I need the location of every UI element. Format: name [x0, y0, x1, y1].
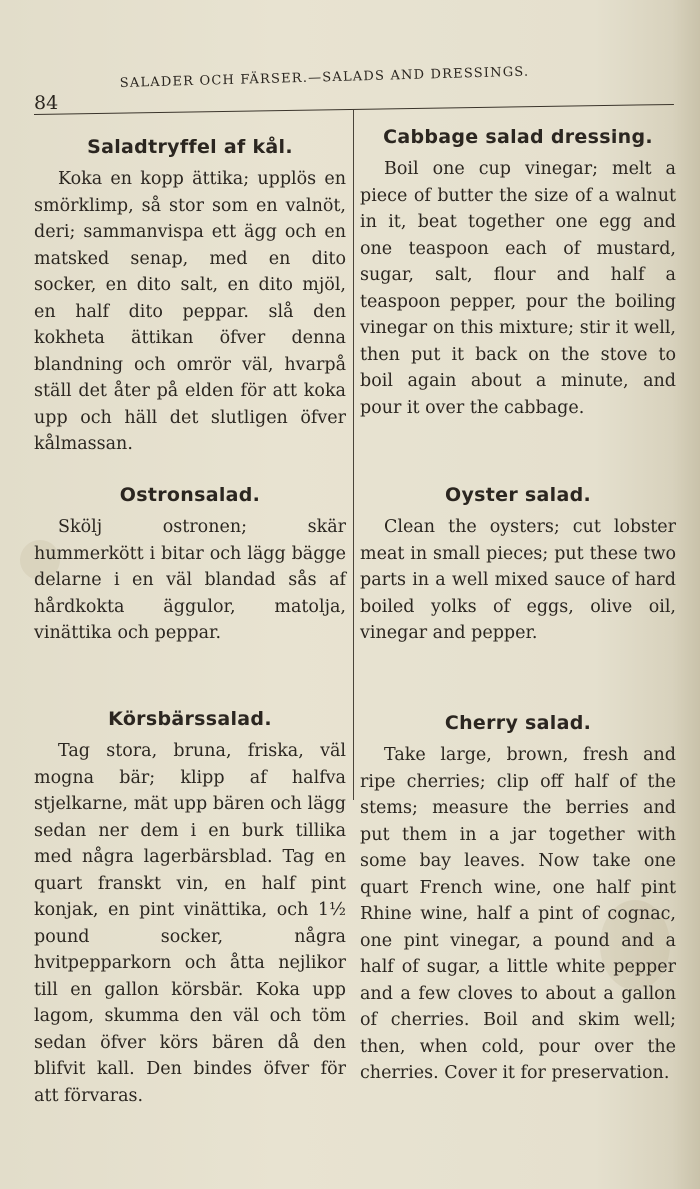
recipe-section — [34, 484, 346, 647]
recipe-text: Take large, brown, fresh and ripe cherries; clip off half of the stems; measure the berries and put them in a jar together with some bay leaves. Now take one quart French wine, one half pint Rhine wine, half a pint of cognac, one pint vinegar, a pound and a half of sugar, a little white pepper and a few cloves to about a gallon of cherries. Boil and skim well; then, when cold, pour over the cherries. Cover it for preservation. — [360, 745, 676, 1083]
recipe-section — [34, 708, 346, 1109]
recipe-section — [360, 484, 676, 647]
recipe-text: Tag stora, bruna, friska, väl mogna bär; klipp af halfva stjelkarne, mät upp bären och lägg sedan ner dem i en burk tillika med några lagerbärsblad. Tag en quart franskt vin, en half pint konjak, en pint vinättika, och 1½ pound socker, några hvitpepparkorn och åtta nejlikor till en gallon körsbär. Koka upp lagom, skumma den väl och töm sedan öfver körs bären då den blifvit kall. Den bindes öfver för att förvaras. — [34, 741, 346, 1106]
recipe-section — [360, 712, 676, 1087]
recipe-section — [34, 136, 346, 458]
recipe-title: Saladtryffel af kål. — [87, 136, 293, 158]
recipe-text: Boil one cup vinegar; melt a piece of butter the size of a walnut in it, beat together one egg and one teaspoon each of mustard, sugar, salt, flour and half a teaspoon pepper, pour the boiling vinegar on this mixture; stir it well, then put it back on the stove to boil again about a minute, and pour it over the cabbage. — [360, 159, 676, 418]
recipe-text: Clean the oysters; cut lobster meat in small pieces; put these two parts in a well mixed sauce of hard boiled yolks of eggs, olive oil, vinegar and pepper. — [360, 517, 676, 643]
recipe-title: Körsbärssalad. — [108, 708, 272, 730]
page-number: 84 — [34, 92, 59, 114]
recipe-section — [360, 126, 676, 421]
recipe-text: Skölj ostronen; skär hummerkött i bitar och lägg bägge delarne i en väl blandad sås af hårdkokta äggulor, matolja, vinättika och peppar. — [34, 517, 346, 643]
running-head: SALADER OCH FÄRSER.—SALADS AND DRESSINGS. — [119, 64, 530, 91]
recipe-text: Koka en kopp ättika; upplös en smörklimp, så stor som en valnöt, deri; sammanvispa ett ägg och en matsked senap, med en dito socker, en dito salt, en dito mjöl, en half dito peppar. slå den kokheta ättikan öfver denna blandning och omrör väl, hvarpå ställ det åter på elden för att koka upp och häll det slutligen öfver kålmassan. — [34, 169, 346, 454]
recipe-title: Cabbage salad dressing. — [383, 126, 653, 148]
recipe-title: Cherry salad. — [444, 712, 592, 734]
recipe-title: Ostronsalad. — [119, 484, 261, 506]
recipe-title: Oyster salad. — [445, 484, 591, 506]
column-divider — [353, 110, 354, 800]
